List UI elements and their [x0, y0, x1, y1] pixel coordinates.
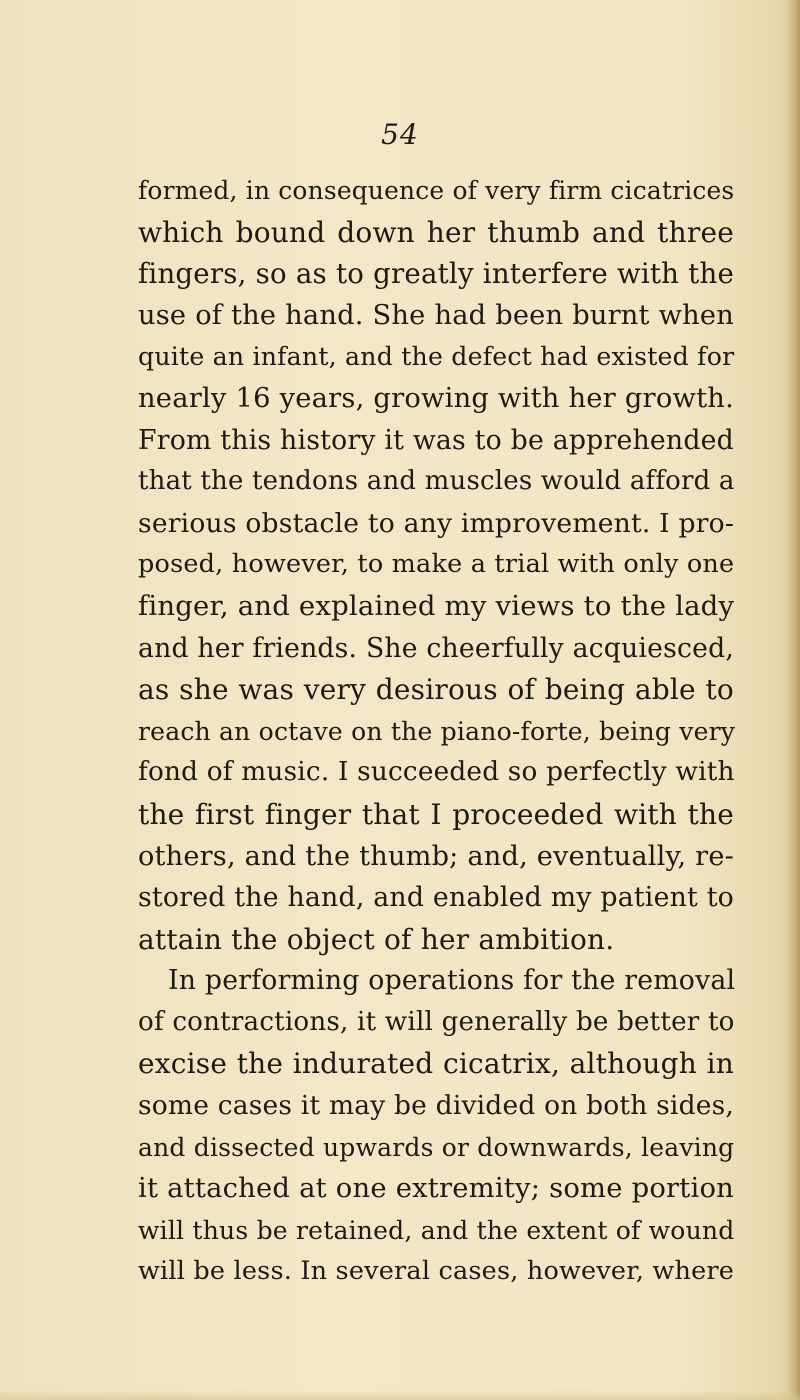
text-line: finger, and explained my views to the lady	[138, 589, 735, 622]
page-bottom-edge	[0, 1390, 800, 1400]
text-line: it attached at one extremity; some portion	[138, 1173, 734, 1205]
text-line: fingers, so as to greatly interfere with the	[138, 257, 734, 291]
text-line: and her friends. She cheerfully acquiesced,	[138, 632, 734, 664]
text-line: of contractions, it will generally be better to	[138, 1006, 735, 1037]
text-line: serious obstacle to any improvement. I pro-	[138, 507, 734, 539]
body-text	[138, 170, 734, 1293]
text-line: the first finger that I proceeded with the	[138, 797, 734, 831]
text-line: attain the object of her ambition.	[138, 922, 615, 956]
text-line: which bound down her thumb and three	[138, 215, 734, 249]
page-edge-shadow	[788, 0, 800, 1400]
text-line: posed, however, to make a trial with only one	[138, 549, 735, 580]
text-line: stored the hand, and enabled my patient to	[138, 882, 734, 914]
text-line: that the tendons and muscles would afford a	[138, 466, 735, 497]
text-line: reach an octave on the piano-forte, being very	[138, 716, 736, 746]
text-line: quite an infant, and the defect had existed for	[138, 342, 735, 372]
text-line: nearly 16 years, growing with her growth.	[138, 382, 734, 414]
text-line: as she was very desirous of being able to	[138, 673, 734, 707]
text-line: and dissected upwards or downwards, leaving	[138, 1132, 735, 1162]
text-line: fond of music. I succeeded so perfectly with	[138, 757, 735, 788]
paragraph-first-line: In performing operations for the removal	[168, 965, 736, 997]
text-line: some cases it may be divided on both sides,	[138, 1090, 734, 1122]
text-line: others, and the thumb; and, eventually, re-	[138, 840, 734, 872]
text-line: will thus be retained, and the extent of wound	[138, 1215, 735, 1245]
text-line: From this history it was to be apprehended	[138, 424, 734, 456]
text-line: formed, in consequence of very firm cicatrices	[138, 176, 735, 205]
text-line: will be less. In several cases, however, where	[138, 1256, 735, 1287]
text-line: use of the hand. She had been burnt when	[138, 299, 734, 331]
text-line: excise the indurated cicatrix, although in	[138, 1047, 734, 1081]
page-number: 54	[381, 118, 419, 151]
